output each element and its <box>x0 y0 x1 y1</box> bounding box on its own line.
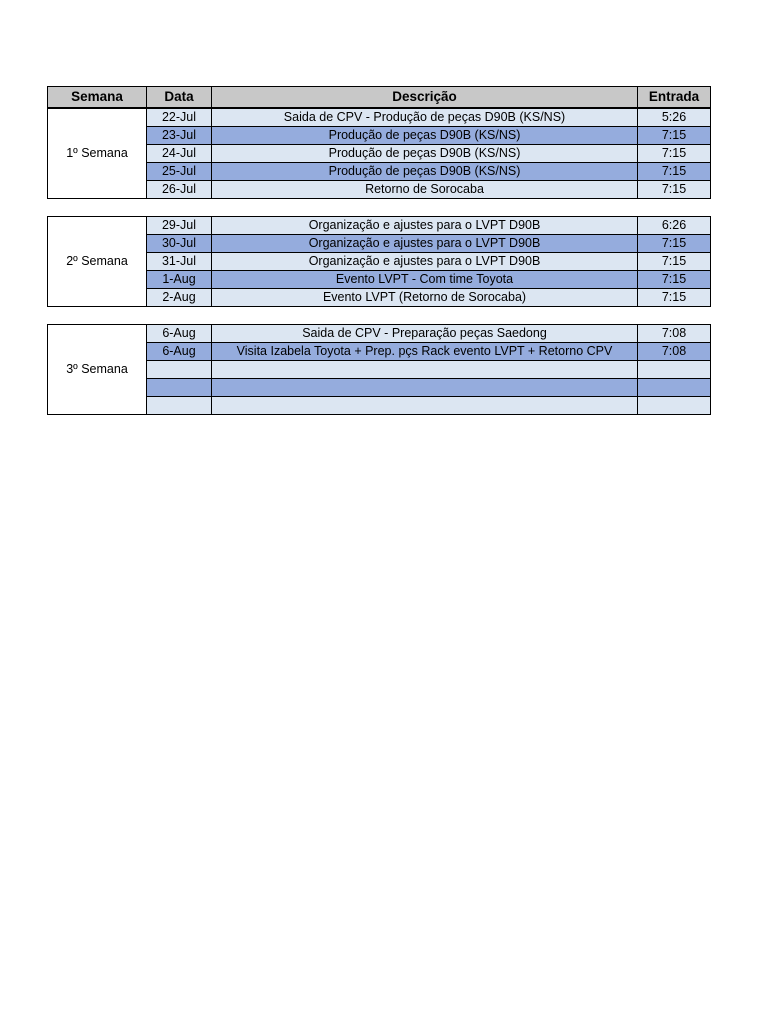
date-cell[interactable]: 23-Jul <box>147 127 212 145</box>
description-cell[interactable]: Produção de peças D90B (KS/NS) <box>212 145 638 163</box>
description-cell[interactable]: Visita Izabela Toyota + Prep. pçs Rack evento LVPT + Retorno CPV <box>212 343 638 361</box>
entry-cell[interactable]: 7:15 <box>638 289 711 307</box>
description-cell[interactable]: Saida de CPV - Preparação peças Saedong <box>212 325 638 343</box>
description-cell[interactable] <box>212 361 638 379</box>
header-row <box>48 87 711 108</box>
date-cell[interactable]: 24-Jul <box>147 145 212 163</box>
table-row <box>48 325 711 343</box>
entry-cell[interactable]: 7:08 <box>638 343 711 361</box>
entry-cell[interactable]: 7:15 <box>638 181 711 199</box>
date-cell[interactable] <box>147 379 212 397</box>
section-gap <box>47 199 710 216</box>
header-date[interactable]: Data <box>147 87 212 108</box>
description-cell[interactable]: Produção de peças D90B (KS/NS) <box>212 163 638 181</box>
section-gap <box>47 307 710 324</box>
week-1-table <box>47 108 711 199</box>
date-cell[interactable]: 6-Aug <box>147 343 212 361</box>
date-cell[interactable] <box>147 397 212 415</box>
entry-cell[interactable] <box>638 361 711 379</box>
entry-cell[interactable]: 7:15 <box>638 163 711 181</box>
description-cell[interactable]: Evento LVPT - Com time Toyota <box>212 271 638 289</box>
week-2-table <box>47 216 711 307</box>
schedule-header <box>47 86 711 108</box>
header-entry[interactable]: Entrada <box>638 87 711 108</box>
description-cell[interactable]: Organização e ajustes para o LVPT D90B <box>212 217 638 235</box>
schedule-sheet <box>47 86 710 415</box>
date-cell[interactable] <box>147 361 212 379</box>
table-row <box>48 145 711 163</box>
date-cell[interactable]: 25-Jul <box>147 163 212 181</box>
entry-cell[interactable]: 7:15 <box>638 127 711 145</box>
description-cell[interactable] <box>212 379 638 397</box>
entry-cell[interactable]: 7:15 <box>638 235 711 253</box>
date-cell[interactable]: 6-Aug <box>147 325 212 343</box>
header-description[interactable]: Descrição <box>212 87 638 108</box>
table-row <box>48 181 711 199</box>
entry-cell[interactable]: 6:26 <box>638 217 711 235</box>
description-cell[interactable] <box>212 397 638 415</box>
description-cell[interactable]: Organização e ajustes para o LVPT D90B <box>212 235 638 253</box>
week-label[interactable]: 2º Semana <box>48 217 147 307</box>
entry-cell[interactable]: 5:26 <box>638 109 711 127</box>
entry-cell[interactable]: 7:08 <box>638 325 711 343</box>
table-row <box>48 235 711 253</box>
date-cell[interactable]: 26-Jul <box>147 181 212 199</box>
description-cell[interactable]: Saida de CPV - Produção de peças D90B (KS/NS) <box>212 109 638 127</box>
date-cell[interactable]: 2-Aug <box>147 289 212 307</box>
date-cell[interactable]: 30-Jul <box>147 235 212 253</box>
description-cell[interactable]: Retorno de Sorocaba <box>212 181 638 199</box>
date-cell[interactable]: 29-Jul <box>147 217 212 235</box>
table-row <box>48 361 711 379</box>
table-row <box>48 343 711 361</box>
date-cell[interactable]: 31-Jul <box>147 253 212 271</box>
entry-cell[interactable] <box>638 397 711 415</box>
week-label[interactable]: 1º Semana <box>48 109 147 199</box>
table-row <box>48 289 711 307</box>
description-cell[interactable]: Evento LVPT (Retorno de Sorocaba) <box>212 289 638 307</box>
date-cell[interactable]: 22-Jul <box>147 109 212 127</box>
week-3-table <box>47 324 711 415</box>
table-row <box>48 217 711 235</box>
table-row <box>48 379 711 397</box>
entry-cell[interactable]: 7:15 <box>638 271 711 289</box>
table-row <box>48 397 711 415</box>
table-row <box>48 163 711 181</box>
table-row <box>48 109 711 127</box>
table-row <box>48 271 711 289</box>
entry-cell[interactable]: 7:15 <box>638 145 711 163</box>
table-row <box>48 253 711 271</box>
table-row <box>48 127 711 145</box>
description-cell[interactable]: Produção de peças D90B (KS/NS) <box>212 127 638 145</box>
entry-cell[interactable] <box>638 379 711 397</box>
date-cell[interactable]: 1-Aug <box>147 271 212 289</box>
week-label[interactable]: 3º Semana <box>48 325 147 415</box>
header-week[interactable]: Semana <box>48 87 147 108</box>
entry-cell[interactable]: 7:15 <box>638 253 711 271</box>
description-cell[interactable]: Organização e ajustes para o LVPT D90B <box>212 253 638 271</box>
